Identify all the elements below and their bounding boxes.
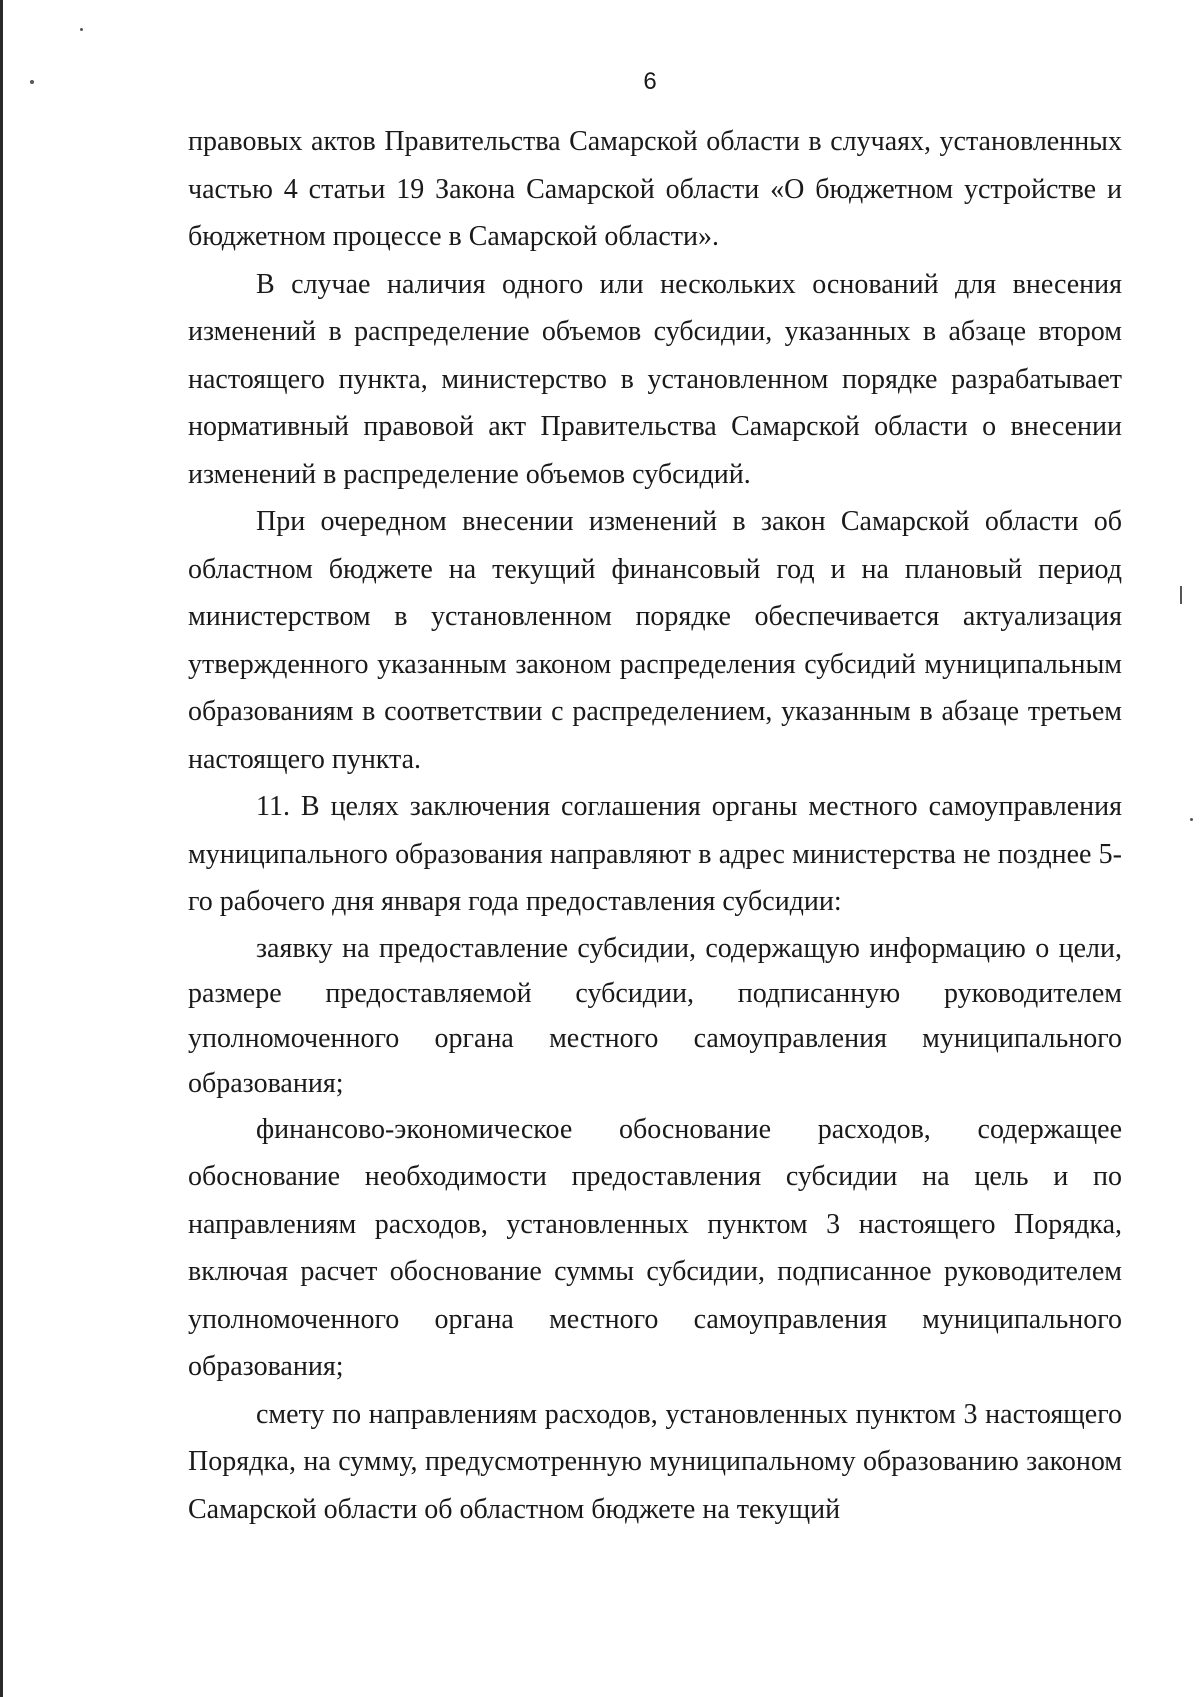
paragraph-clause-11: 11. В целях заключения соглашения органы местного самоуправления муниципального образования направляют в адрес министерства не позднее 5-го рабочего дня января года предоставления субсидии:	[188, 791, 1122, 917]
scan-speck	[80, 28, 83, 31]
scan-speck	[30, 80, 34, 84]
paragraph: заявку на предоставление субсидии, содержащую информацию о цели, размере предоставляемой субсидии, подписанную руководителем уполномоченного органа местного самоуправления муниципального образования;	[188, 932, 1122, 1099]
paragraph: В случае наличия одного или нескольких оснований для внесения изменений в распределение объемов субсидии, указанных в абзаце втором настоящего пункта, министерство в установленном порядке разрабатывает нормативный правовой акт Правительства Самарской области о внесении изменений в распределение объемов субсидий.	[188, 268, 1122, 490]
scan-speck	[1190, 818, 1193, 821]
paragraph-continuation: правовых актов Правительства Самарской области в случаях, установленных частью 4 статьи 19 Закона Самарской области «О бюджетном устройстве и бюджетном процессе в Самарской области».	[188, 126, 1122, 252]
scan-left-edge	[0, 0, 3, 1697]
page-number: 6	[643, 68, 657, 95]
paragraph: финансово-экономическое обоснование расходов, содержащее обоснование необходимости предоставления субсидии на цель и по направлениям расходов, установленных пунктом 3 настоящего Порядка, включая расчет обоснование суммы субсидии, подписанное руководителем уполномоченного органа местного самоуправления муниципального образования;	[188, 1113, 1122, 1382]
paragraph: При очередном внесении изменений в закон Самарской области об областном бюджете на текущий финансовый год и на плановый период министерством в установленном порядке обеспечивается актуализация утвержденного указанным законом распределения субсидий муниципальным образованиям в соответствии с распределением, указанным в абзаце третьем настоящего пункта.	[188, 506, 1122, 775]
document-body	[188, 118, 1122, 1533]
scan-speck	[1180, 586, 1182, 604]
paragraph: смету по направлениям расходов, установленных пунктом 3 настоящего Порядка, на сумму, предусмотренную муниципальному образованию законом Самарской области об областном бюджете на текущий	[188, 1398, 1122, 1525]
